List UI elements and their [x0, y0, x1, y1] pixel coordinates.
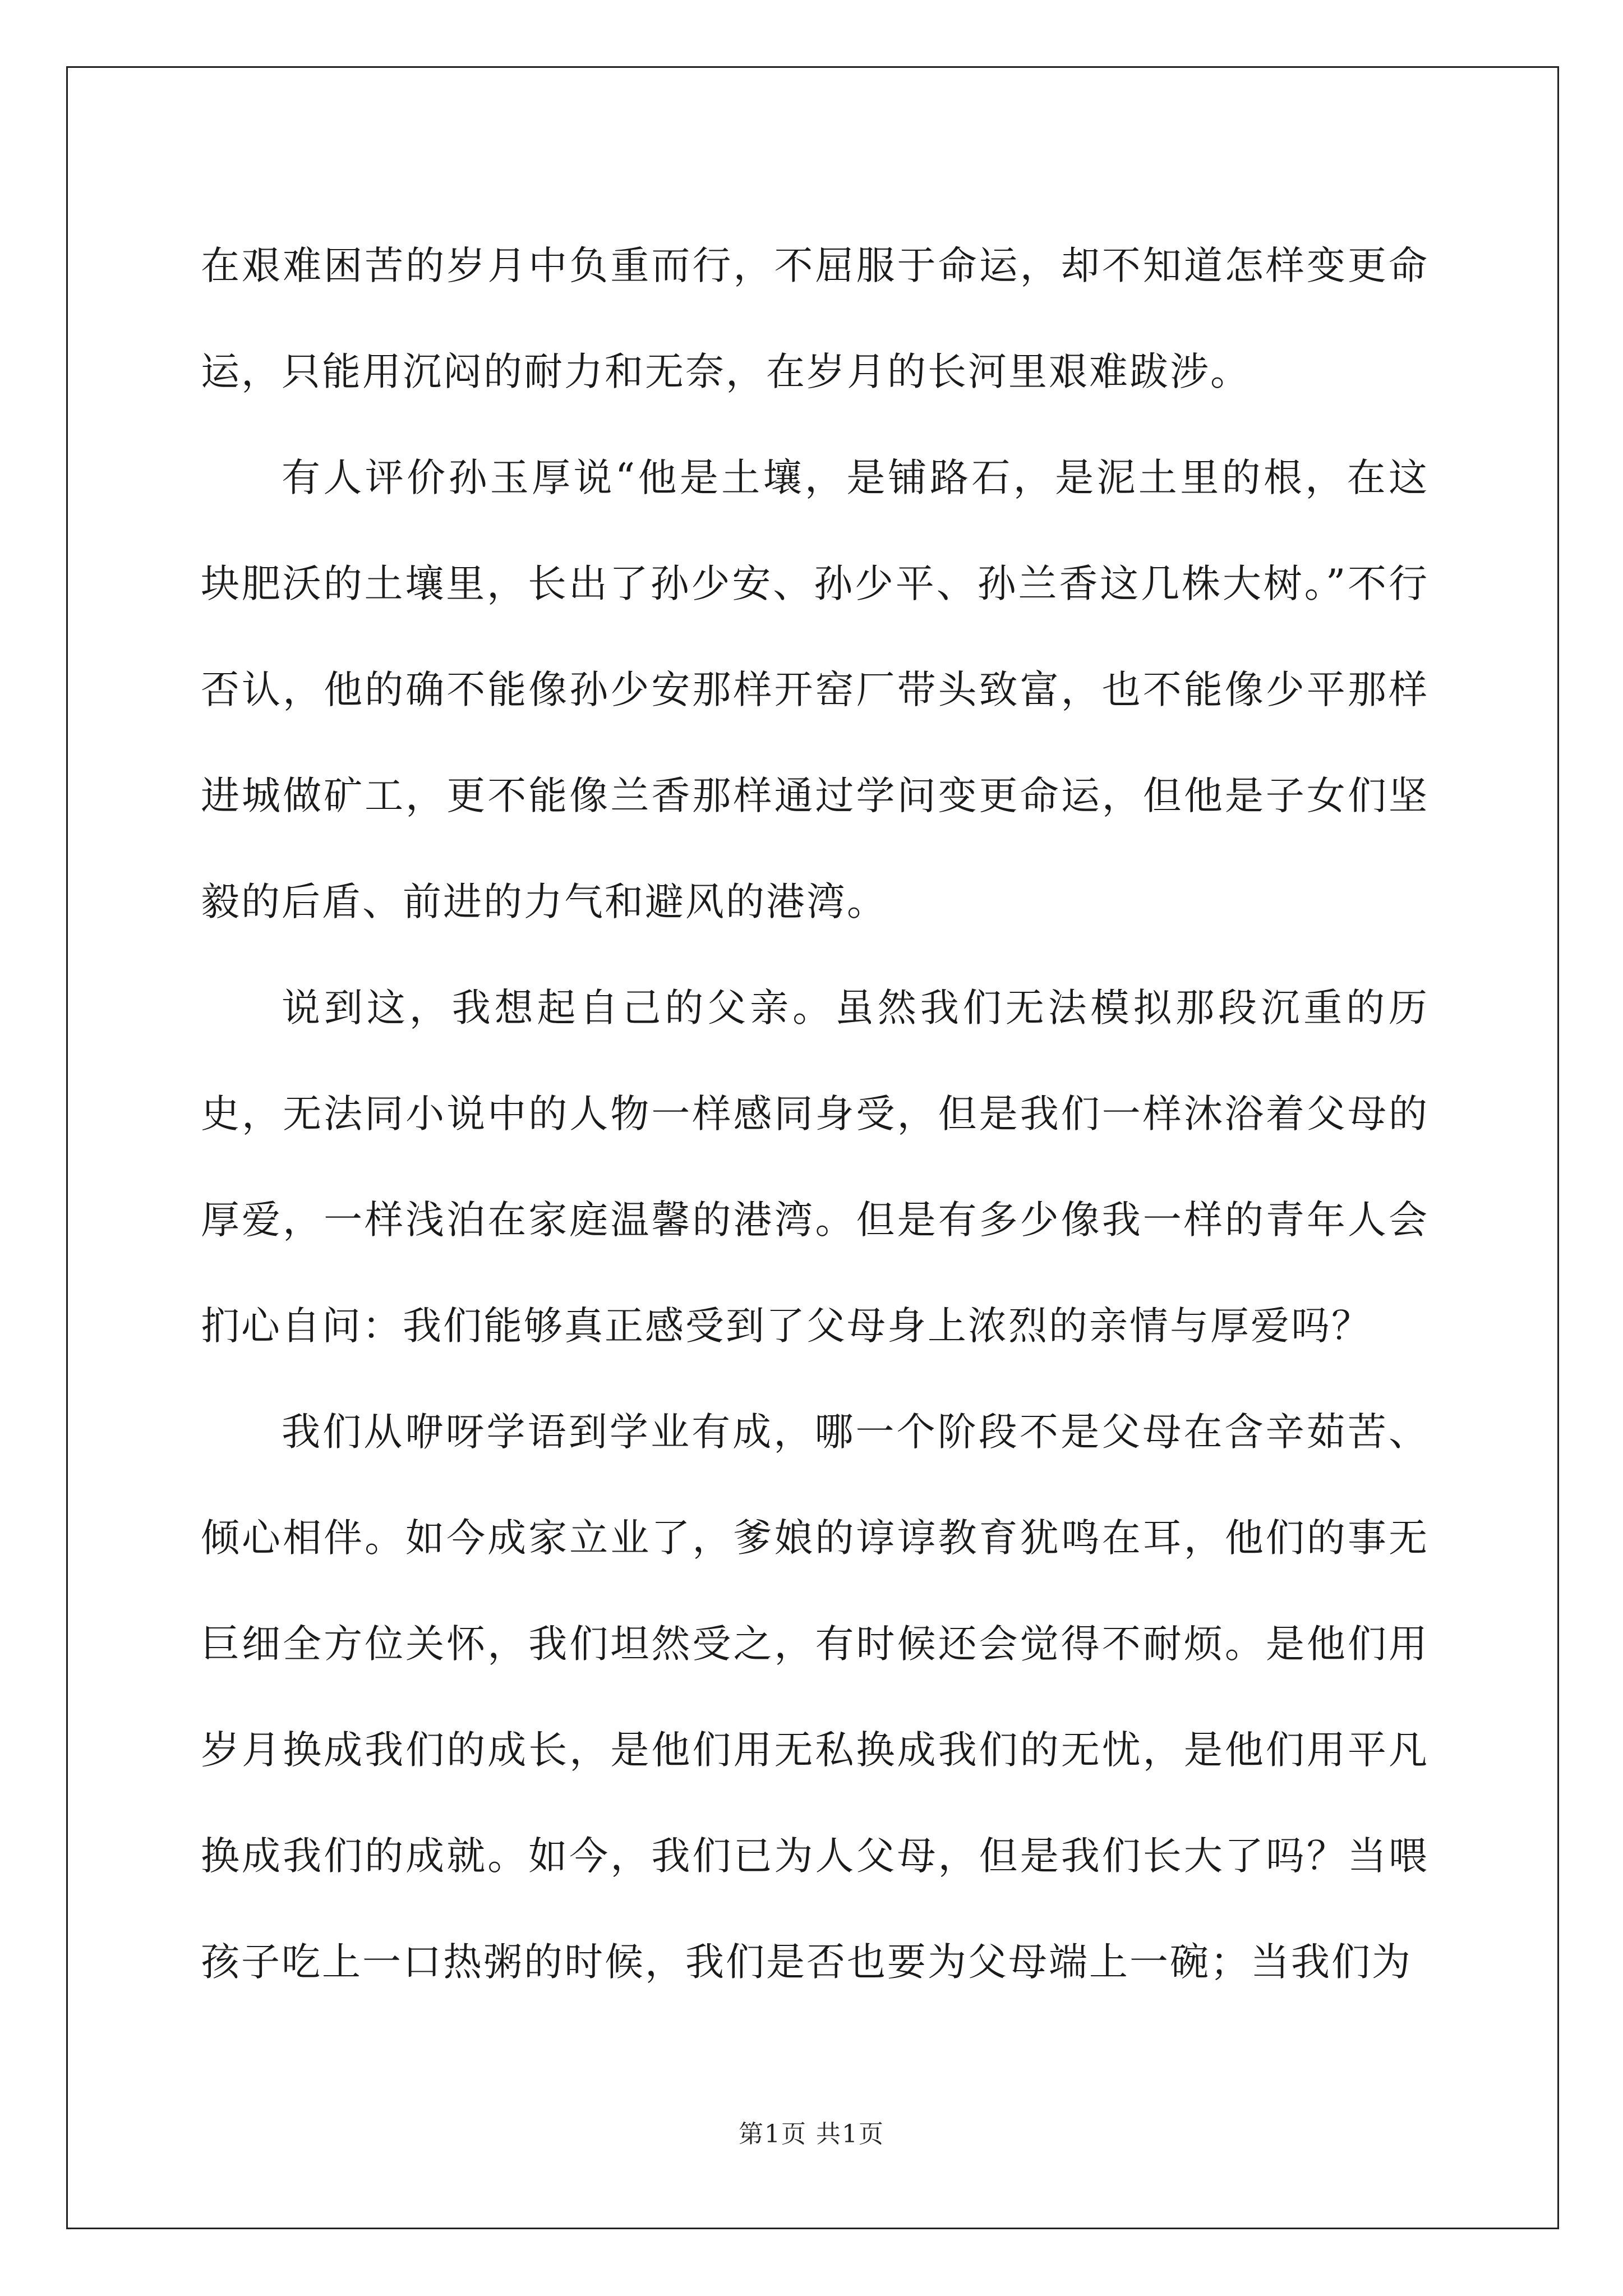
paragraph-3: 说到这，我想起自己的父亲。虽然我们无法模拟那段沉重的历史，无法同小说中的人物一样感同身受，但是我们一样沐浴着父母的厚爱，一样浅泊在家庭温馨的港湾。但是有多少像我一样的青年人会扪心自问：我们能够真正感受到了父母身上浓烈的亲情与厚爱吗？ — [201, 986, 1429, 1349]
page-footer: 第1页 共1页 — [739, 2120, 884, 2148]
document-body — [201, 213, 1429, 2016]
paragraph-2: 有人评价孙玉厚说“他是土壤，是铺路石，是泥土里的根，在这块肥沃的土壤里，长出了孙少安、孙少平、孙兰香这几株大树。”不行否认，他的确不能像孙少安那样开窑厂带头致富，也不能像少平那样进城做矿工，更不能像兰香那样通过学问变更命运，但他是子女们坚毅的后盾、前进的力气和避风的港湾。 — [201, 455, 1429, 924]
paragraph-4: 我们从咿呀学语到学业有成，哪一个阶段不是父母在含辛茹苦、倾心相伴。如今成家立业了，爹娘的谆谆教育犹鸣在耳，他们的事无巨细全方位关怀，我们坦然受之，有时候还会觉得不耐烦。是他们用岁月换成我们的成长，是他们用无私换成我们的无忧，是他们用平凡换成我们的成就。如今，我们已为人父母，但是我们长大了吗？当喂孩子吃上一口热粥的时候，我们是否也要为父母端上一碗；当我们为 — [201, 1410, 1429, 1985]
paragraph-1: 在艰难困苦的岁月中负重而行，不屈服于命运，却不知道怎样变更命运，只能用沉闷的耐力和无奈，在岁月的长河里艰难跋涉。 — [201, 243, 1429, 394]
